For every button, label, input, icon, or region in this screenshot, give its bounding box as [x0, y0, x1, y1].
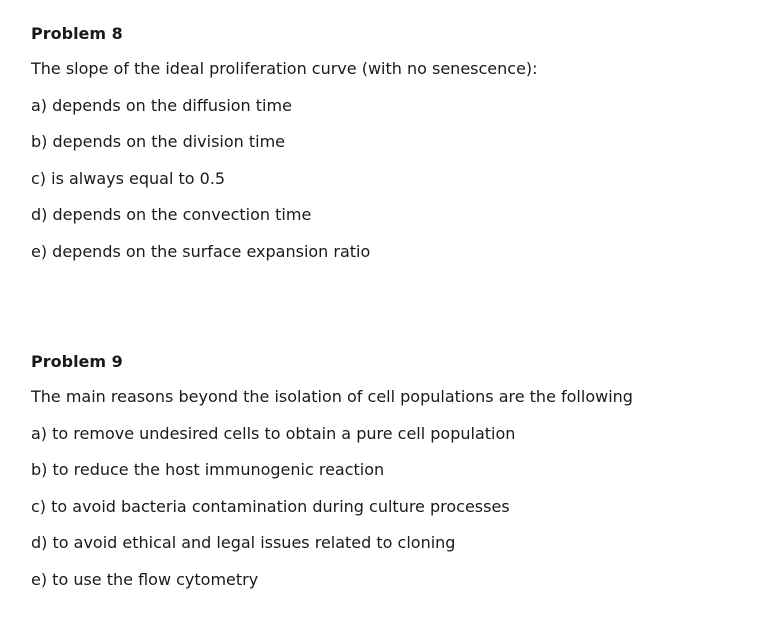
answer-option-d: d) to avoid ethical and legal issues related to cloning — [31, 533, 456, 552]
answer-option-c: c) to avoid bacteria contamination during culture processes — [31, 496, 510, 516]
problem-8-section — [31, 24, 731, 278]
answer-option-b: b) to reduce the host immunogenic reaction — [31, 460, 385, 479]
problem-title: Problem 9 — [31, 352, 123, 371]
problem-title: Problem 8 — [31, 24, 123, 43]
question-text: The slope of the ideal proliferation curve (with no senescence): — [31, 59, 538, 78]
question-text: The main reasons beyond the isolation of cell populations are the following — [31, 387, 633, 406]
answer-option-a: a) to remove undesired cells to obtain a pure cell population — [31, 423, 516, 443]
answer-option-e: e) depends on the surface expansion ratio — [31, 241, 371, 261]
answer-option-b: b) depends on the division time — [31, 132, 286, 151]
answer-option-e: e) to use the flow cytometry — [31, 569, 259, 589]
answer-option-a: a) depends on the diffusion time — [31, 95, 292, 115]
problem-9-section — [31, 352, 731, 606]
answer-option-c: c) is always equal to 0.5 — [31, 168, 226, 188]
answer-option-d: d) depends on the convection time — [31, 205, 312, 224]
